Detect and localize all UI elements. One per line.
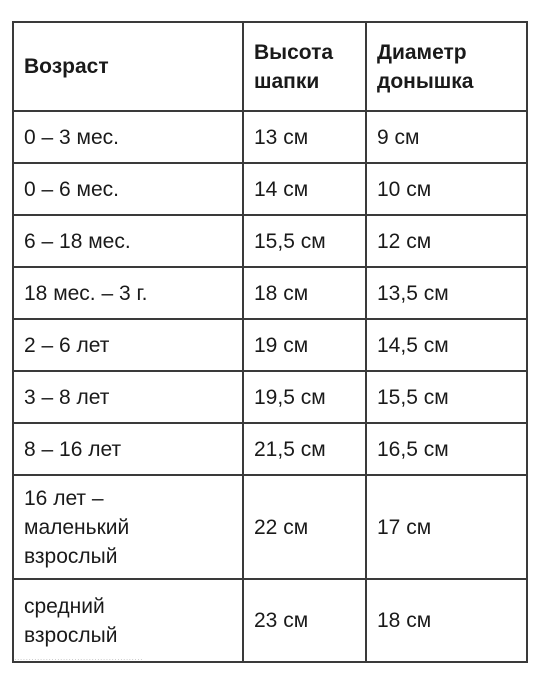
cell-crown-diameter: 14,5 см	[366, 319, 527, 371]
table-row	[13, 475, 527, 579]
cell-crown-diameter: 17 см	[366, 475, 527, 579]
header-age-label: Возраст	[24, 55, 109, 78]
header-hat-height-line2: шапки	[254, 69, 320, 93]
cell-hat-height: 14 см	[243, 163, 366, 215]
cell-age-line: маленький	[24, 515, 130, 539]
cell-hat-height: 19 см	[243, 319, 366, 371]
cell-age-line: взрослый	[24, 623, 118, 647]
cell-age	[13, 267, 243, 319]
watermark: ·············································	[14, 655, 143, 664]
table-header-row	[13, 22, 527, 111]
cell-crown-diameter: 13,5 см	[366, 267, 527, 319]
cell-age	[13, 319, 243, 371]
cell-age-line: 3 – 8 лет	[24, 385, 110, 409]
table-row	[13, 267, 527, 319]
cell-age	[13, 163, 243, 215]
cell-age-line: 0 – 3 мес.	[24, 125, 119, 149]
cell-hat-height: 19,5 см	[243, 371, 366, 423]
table-row	[13, 423, 527, 475]
cell-age-line: 2 – 6 лет	[24, 333, 110, 357]
cell-hat-height: 13 см	[243, 111, 366, 163]
cell-age	[13, 111, 243, 163]
cell-crown-diameter: 9 см	[366, 111, 527, 163]
cell-age-line: 16 лет –	[24, 486, 104, 510]
cell-age-line: 8 – 16 лет	[24, 437, 122, 461]
cell-age	[13, 579, 243, 662]
cell-age	[13, 215, 243, 267]
table-row	[13, 111, 527, 163]
size-table-container	[12, 21, 526, 664]
cell-age-line: взрослый	[24, 544, 118, 568]
cell-hat-height: 22 см	[243, 475, 366, 579]
cell-crown-diameter: 10 см	[366, 163, 527, 215]
cell-age-line: 18 мес. – 3 г.	[24, 281, 148, 305]
cell-age	[13, 371, 243, 423]
table-row	[13, 163, 527, 215]
header-crown-diameter-line2: донышка	[377, 69, 474, 93]
table-row	[13, 371, 527, 423]
header-hat-height	[243, 22, 366, 111]
header-hat-height-line1: Высота	[254, 40, 334, 64]
cell-age-line: 0 – 6 мес.	[24, 177, 119, 201]
table-row	[13, 579, 527, 662]
cell-age	[13, 475, 243, 579]
table-row	[13, 319, 527, 371]
cell-age	[13, 423, 243, 475]
header-age	[13, 22, 243, 111]
cell-crown-diameter: 18 см	[366, 579, 527, 662]
cell-hat-height: 15,5 см	[243, 215, 366, 267]
header-crown-diameter-line1: Диаметр	[377, 40, 467, 64]
cell-crown-diameter: 15,5 см	[366, 371, 527, 423]
cell-hat-height: 21,5 см	[243, 423, 366, 475]
hat-size-table	[12, 21, 528, 663]
table-row	[13, 215, 527, 267]
cell-age-line: средний	[24, 594, 105, 618]
cell-hat-height: 18 см	[243, 267, 366, 319]
cell-hat-height: 23 см	[243, 579, 366, 662]
cell-crown-diameter: 16,5 см	[366, 423, 527, 475]
table-body	[13, 111, 527, 662]
header-crown-diameter	[366, 22, 527, 111]
cell-age-line: 6 – 18 мес.	[24, 229, 131, 253]
cell-crown-diameter: 12 см	[366, 215, 527, 267]
